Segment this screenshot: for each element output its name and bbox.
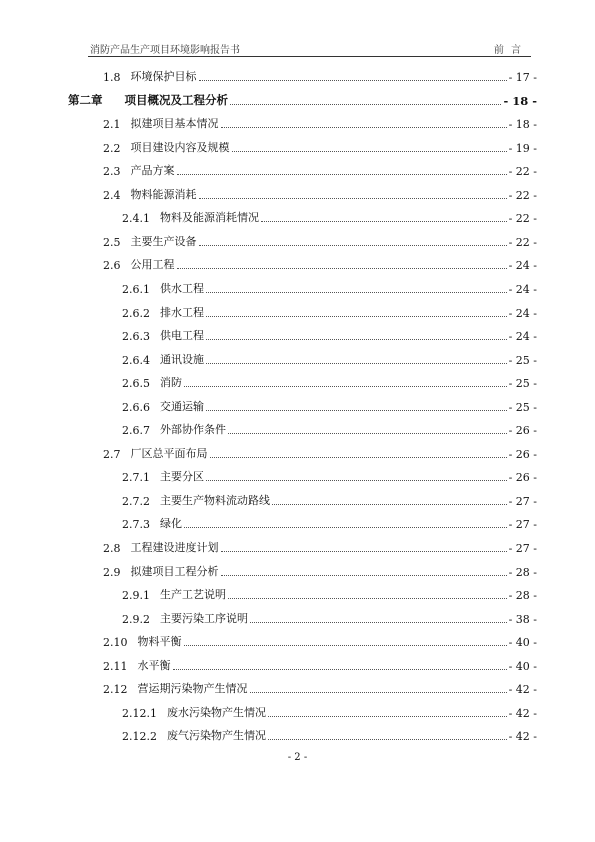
header-title: 消防产品生产项目环境影响报告书 [90, 45, 240, 56]
toc-entry-title: 绿化 [160, 517, 182, 531]
toc-leader-dots [184, 385, 507, 387]
toc-entry-number: 2.1 [103, 118, 121, 132]
toc-leader-dots [184, 644, 507, 646]
toc-entry-title: 废水污染物产生情况 [167, 705, 266, 719]
toc-entry-page: - 40 - [508, 659, 537, 673]
toc-leader-dots [221, 550, 507, 552]
toc-entry[interactable] [0, 610, 595, 626]
toc-entry-title: 水平衡 [137, 658, 171, 672]
toc-entry[interactable] [0, 209, 595, 225]
toc-entry-number: 2.3 [103, 165, 121, 179]
toc-entry-title: 工程建设进度计划 [130, 541, 219, 554]
toc-entry-title: 供水工程 [160, 281, 204, 295]
toc-entry-page: - 22 - [508, 212, 537, 226]
toc-entry-page: - 26 - [508, 471, 537, 485]
toc-leader-dots [199, 244, 507, 246]
toc-entry[interactable] [0, 680, 595, 696]
toc-entry-page: - 18 - [503, 93, 537, 108]
toc-leader-dots [210, 456, 507, 458]
toc-entry-title: 排水工程 [160, 305, 204, 319]
toc-leader-dots [184, 526, 507, 528]
toc-entry[interactable] [0, 633, 595, 649]
toc-entry[interactable] [0, 445, 595, 461]
toc-entry[interactable] [0, 727, 595, 743]
toc-leader-dots [206, 362, 507, 364]
toc-entry[interactable] [0, 327, 595, 343]
toc-entry-title: 主要生产设备 [130, 234, 197, 248]
toc-entry-page: - 22 - [508, 235, 537, 249]
toc-entry[interactable] [0, 139, 595, 155]
toc-entry-page: - 24 - [508, 306, 537, 320]
toc-entry-page: - 28 - [508, 565, 537, 579]
toc-entry-number: 2.7.3 [122, 518, 150, 532]
toc-entry-title: 拟建项目工程分析 [130, 564, 219, 578]
toc-entry-title: 环境保护目标 [130, 70, 197, 83]
toc-entry-number: 2.9.2 [122, 612, 150, 626]
toc-entry-number: 第二章 [68, 92, 103, 107]
toc-entry-page: - 27 - [508, 542, 537, 555]
toc-entry-page: - 40 - [508, 636, 537, 650]
toc-entry-number: 2.11 [103, 659, 128, 673]
toc-entry-page: - 26 - [508, 424, 537, 438]
toc-entry-title: 公用工程 [130, 258, 175, 272]
toc-leader-dots [272, 503, 507, 505]
toc-entry-title: 主要分区 [160, 470, 204, 484]
toc-entry-page: - 22 - [508, 165, 537, 179]
toc-entry[interactable] [0, 586, 595, 602]
page-header [88, 38, 531, 57]
toc-entry-page: - 42 - [508, 730, 537, 744]
toc-entry-number: 2.5 [103, 235, 121, 249]
toc-entry-number: 2.6.4 [122, 353, 150, 367]
toc-entry-title: 物料能源消耗 [130, 187, 197, 201]
toc-entry-title: 拟建项目基本情况 [130, 117, 219, 131]
toc-entry-page: - 26 - [508, 447, 537, 461]
toc-entry-title: 废气污染物产生情况 [167, 729, 266, 743]
toc-entry-page: - 27 - [508, 518, 537, 532]
toc-entry-title: 交通运输 [160, 399, 204, 413]
toc-entry-page: - 25 - [508, 353, 537, 367]
toc-entry[interactable] [0, 280, 595, 296]
toc-entry-page: - 27 - [508, 494, 537, 508]
toc-entry-number: 2.9 [103, 565, 121, 579]
toc-entry[interactable] [0, 304, 595, 320]
toc-entry[interactable] [0, 92, 595, 108]
toc-entry-number: 2.6.7 [122, 424, 150, 438]
toc-entry[interactable] [0, 563, 595, 579]
toc-entry-title: 通讯设施 [160, 352, 204, 366]
page-number: - 2 - [287, 752, 308, 763]
toc-entry[interactable] [0, 68, 595, 84]
toc-entry-title: 主要污染工序说明 [160, 611, 248, 625]
toc-entry[interactable] [0, 657, 595, 673]
toc-entry-title: 物料平衡 [137, 635, 182, 649]
toc-entry-page: - 24 - [508, 259, 537, 273]
toc-entry-page: - 28 - [508, 589, 537, 603]
toc-entry-number: 2.10 [103, 636, 128, 650]
toc-entry[interactable] [0, 186, 595, 202]
toc-entry-title: 产品方案 [130, 164, 175, 178]
toc-leader-dots [221, 126, 507, 128]
toc-leader-dots [232, 150, 507, 152]
toc-leader-dots [221, 574, 507, 576]
toc-leader-dots [230, 103, 501, 105]
toc-entry-title: 供电工程 [160, 329, 204, 343]
toc-entry-number: 2.12 [103, 683, 128, 697]
toc-entry-title: 项目概况及工程分析 [124, 92, 228, 107]
toc-entry[interactable] [0, 492, 595, 508]
toc-entry[interactable] [0, 539, 595, 555]
toc-entry-title: 物料及能源消耗情况 [160, 211, 259, 225]
toc-entry-number: 2.12.1 [122, 706, 157, 720]
toc-leader-dots [268, 715, 507, 717]
toc-leader-dots [268, 738, 507, 740]
toc-entry-page: - 24 - [508, 330, 537, 344]
toc-entry-number: 2.7.1 [122, 471, 150, 485]
toc-entry-page: - 17 - [508, 71, 537, 84]
toc-entry-page: - 18 - [508, 118, 537, 132]
toc-leader-dots [206, 291, 507, 293]
header-section: 前 言 [493, 45, 523, 56]
toc-entry[interactable] [0, 374, 595, 390]
toc-entry-title: 生产工艺说明 [160, 588, 226, 602]
toc-entry-number: 2.6.1 [122, 282, 150, 296]
toc-entry-number: 2.7 [103, 447, 121, 461]
toc-entry-number: 2.9.1 [122, 589, 150, 603]
toc-entry[interactable] [0, 256, 595, 272]
toc-entry-number: 2.6.2 [122, 306, 150, 320]
toc-entry-number: 2.6.3 [122, 330, 150, 344]
toc-entry[interactable] [0, 421, 595, 437]
toc-leader-dots [199, 79, 507, 81]
toc-entry[interactable] [0, 704, 595, 720]
toc-entry-number: 2.6.6 [122, 400, 150, 414]
toc-entry[interactable] [0, 351, 595, 367]
toc-leader-dots [250, 621, 507, 623]
toc-leader-dots [228, 432, 507, 434]
toc-entry-page: - 24 - [508, 282, 537, 296]
toc-entry-page: - 25 - [508, 400, 537, 414]
toc-entry-title: 营运期污染物产生情况 [137, 682, 248, 696]
toc-entry[interactable] [0, 233, 595, 249]
toc-entry-number: 1.8 [103, 71, 121, 84]
toc-entry[interactable] [0, 468, 595, 484]
toc-entry-title: 消防 [160, 376, 182, 390]
toc-leader-dots [206, 409, 507, 411]
toc-entry-number: 2.4.1 [122, 212, 150, 226]
toc-entry-number: 2.2 [103, 141, 121, 155]
toc-entry-title: 项目建设内容及规模 [130, 140, 230, 154]
toc-leader-dots [206, 479, 507, 481]
toc-entry-number: 2.4 [103, 188, 121, 202]
toc-entry-number: 2.7.2 [122, 494, 150, 508]
toc-entry-page: - 22 - [508, 188, 537, 202]
toc-leader-dots [173, 668, 507, 670]
toc-leader-dots [261, 220, 507, 222]
toc-entry[interactable] [0, 515, 595, 531]
toc-entry-page: - 42 - [508, 683, 537, 697]
toc-entry-number: 2.6.5 [122, 377, 150, 391]
toc-entry-title: 厂区总平面布局 [130, 446, 208, 460]
toc-leader-dots [199, 197, 507, 199]
toc-entry-page: - 42 - [508, 706, 537, 720]
toc-leader-dots [206, 315, 507, 317]
toc-entry-page: - 19 - [508, 141, 537, 155]
toc-entry-number: 2.6 [103, 259, 121, 273]
toc-leader-dots [177, 173, 507, 175]
toc-entry-page: - 38 - [508, 612, 537, 626]
toc-entry-title: 外部协作条件 [160, 423, 226, 437]
toc-entry-number: 2.12.2 [122, 730, 157, 744]
toc-entry-title: 主要生产物料流动路线 [160, 493, 270, 507]
toc-leader-dots [177, 267, 507, 269]
toc-leader-dots [228, 597, 507, 599]
toc-entry[interactable] [0, 162, 595, 178]
toc-entry-page: - 25 - [508, 377, 537, 391]
toc-entry[interactable] [0, 115, 595, 131]
toc-leader-dots [250, 691, 507, 693]
toc-entry[interactable] [0, 398, 595, 414]
toc-leader-dots [206, 338, 507, 340]
toc-entry-number: 2.8 [103, 542, 121, 555]
